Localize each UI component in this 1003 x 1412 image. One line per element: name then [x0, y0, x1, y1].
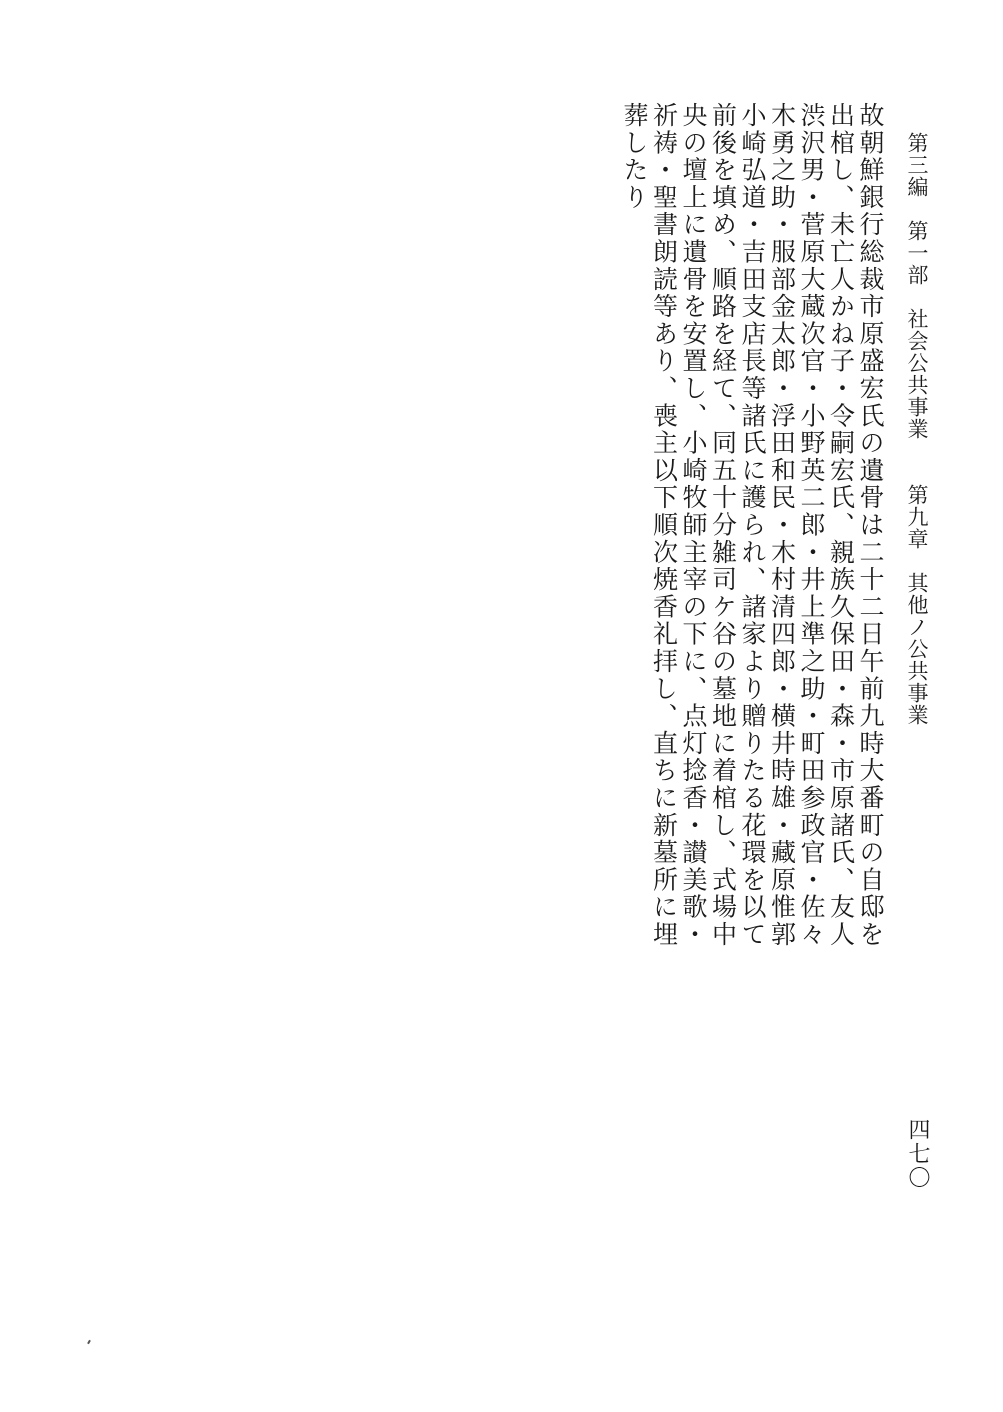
body-paragraph: [555, 102, 885, 949]
text-line: 故朝鮮銀行総裁市原盛宏氏の遺骨は二十二日午前九時大番町の自邸を: [856, 102, 885, 949]
text-line: 央の壇上に遺骨を安置し、小崎牧師主宰の下に、点灯捻香・讃美歌・: [679, 102, 708, 949]
text-line: 葬したり: [620, 102, 649, 212]
scan-speck: [87, 1340, 91, 1344]
page-number: 四七〇: [905, 1118, 930, 1190]
text-line: 小崎弘道・吉田支店長等諸氏に護られ、諸家より贈りたる花環を以て: [738, 102, 767, 949]
running-head: 第三編 第一部 社会公共事業 第九章 其他ノ公共事業: [905, 132, 929, 726]
text-line: 前後を填め、順路を経て、同五十分雑司ケ谷の墓地に着棺し、式場中: [708, 102, 738, 949]
text-line: 祈祷・聖書朗読等あり、喪主以下順次焼香礼拝し、直ちに新墓所に埋: [649, 102, 679, 949]
text-line: 木勇之助・服部金太郎・浮田和民・木村清四郎・横井時雄・藏原惟郭: [767, 102, 797, 949]
text-line: 出棺し、未亡人かね子・令嗣宏氏、親族久保田・森・市原諸氏、友人: [826, 102, 856, 949]
text-line: 渋沢男・菅原大蔵次官・小野英二郎・井上準之助・町田参政官・佐々: [797, 102, 826, 949]
